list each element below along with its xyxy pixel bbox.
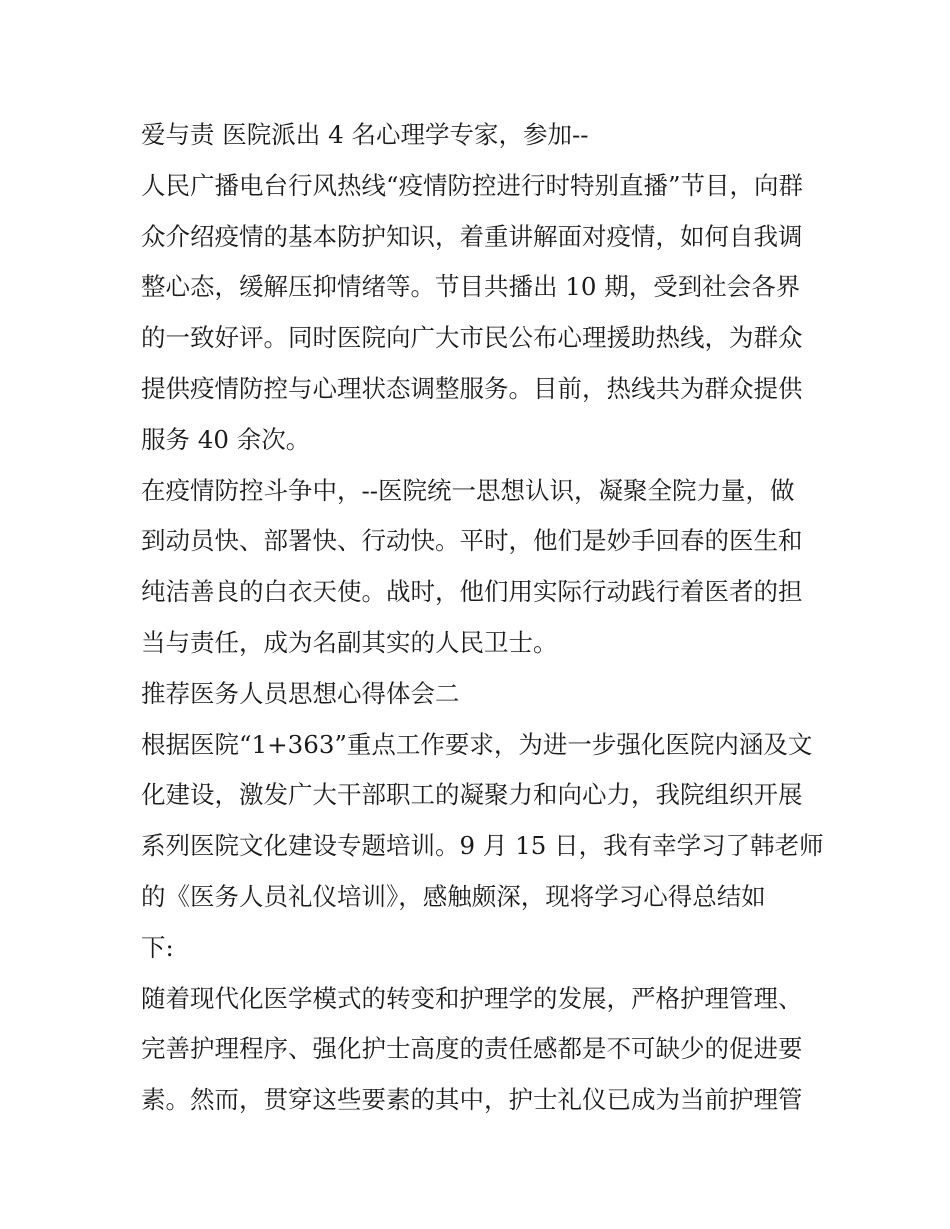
document-body <box>141 110 831 1126</box>
text-line: 根据医院“1+363”重点工作要求，为进一步强化医院内涵及文 <box>141 729 813 759</box>
text-line: 在疫情防控斗争中，--医院统一思想认识，凝聚全院力量，做 <box>141 475 795 505</box>
text-line: 当与责任，成为名副其实的人民卫士。 <box>141 627 558 657</box>
text-line: 化建设，激发广大干部职工的凝聚力和向心力，我院组织开展 <box>141 780 803 810</box>
text-line: 的《医务人员礼仪培训》，感触颇深，现将学习心得总结如 <box>141 881 766 911</box>
text-line: 随着现代化医学模式的转变和护理学的发展，严格护理管理、 <box>141 983 803 1013</box>
text-line: 完善护理程序、强化护士高度的责任感都是不可缺少的促进要 <box>141 1034 803 1064</box>
text-line: 人民广播电台行风热线“疫情防控进行时特别直播”节目，向群 <box>141 170 804 200</box>
text-line: 素。然而，贯穿这些要素的其中，护士礼仪已成为当前护理管 <box>141 1085 803 1115</box>
text-line: 系列医院文化建设专题培训。9 月 15 日，我有幸学习了韩老师 <box>141 831 824 861</box>
text-line: 到动员快、部署快、行动快。平时，他们是妙手回春的医生和 <box>141 526 803 556</box>
text-line: 下: <box>141 932 174 962</box>
text-line: 众介绍疫情的基本防护知识，着重讲解面对疫情，如何自我调 <box>141 221 803 251</box>
text-line: 爱与责 医院派出 4 名心理学专家，参加-- <box>141 120 589 149</box>
section-heading: 推荐医务人员思想心得体会二 <box>141 678 460 708</box>
text-line: 整心态，缓解压抑情绪等。节目共播出 10 期，受到社会各界 <box>141 272 801 302</box>
text-line: 提供疫情防控与心理状态调整服务。目前，热线共为群众提供 <box>141 373 803 403</box>
text-line: 纯洁善良的白衣天使。战时，他们用实际行动践行着医者的担 <box>141 577 803 607</box>
text-line: 服务 40 余次。 <box>141 424 311 454</box>
text-line: 的一致好评。同时医院向广大市民公布心理援助热线，为群众 <box>141 323 803 353</box>
